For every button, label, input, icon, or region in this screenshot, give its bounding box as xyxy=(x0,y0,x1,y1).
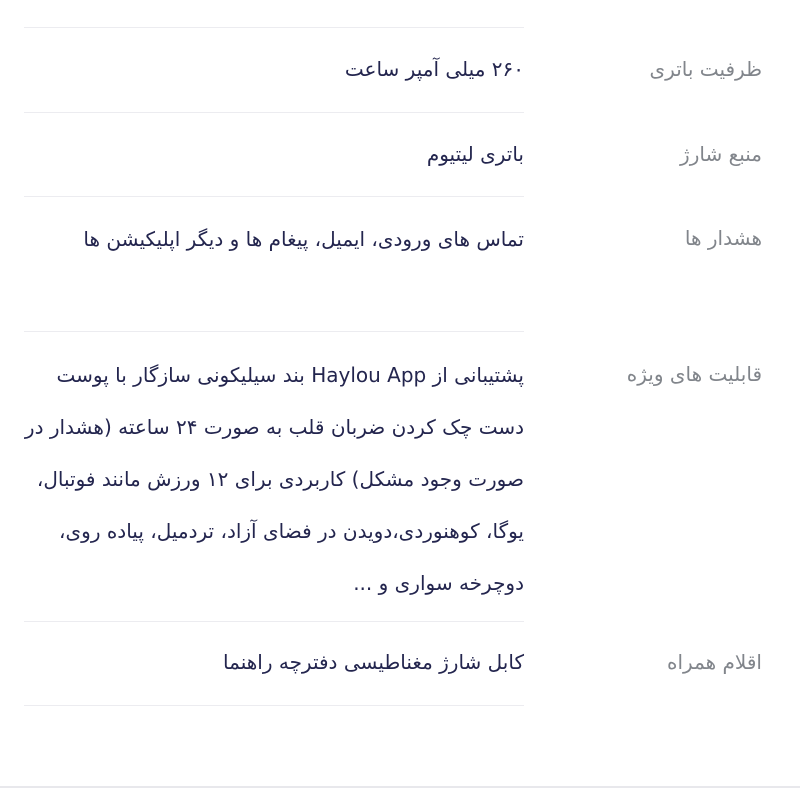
spec-value: تماس های ورودی، ایمیل، پیغام ها و دیگر اپلیکیشن ها xyxy=(83,227,524,251)
divider xyxy=(24,705,524,706)
section-bottom-border xyxy=(0,786,800,788)
spec-label: اقلام همراه xyxy=(667,650,762,674)
divider xyxy=(24,621,524,622)
spec-label: قابلیت های ویژه xyxy=(626,362,762,386)
divider xyxy=(24,331,524,332)
spec-label: هشدار ها xyxy=(684,226,762,250)
divider xyxy=(24,27,524,28)
spec-value: پشتیبانی از Haylou App بند سیلیکونی سازگار با پوست دست چک کردن ضربان قلب به صورت ۲۴ ساعته (هشدار در صورت وجود مشکل) کاربردی برای ۱۲ ورزش مانند فوتبال، یوگا، کوهنوردی،دویدن در فضای آزاد، تردمیل، پیاده روی، دوچرخه سواری و ... xyxy=(24,363,524,595)
divider xyxy=(24,196,524,197)
spec-value: کابل شارژ مغناطیسی دفترچه راهنما xyxy=(223,650,524,674)
spec-value: ۲۶۰ میلی آمپر ساعت xyxy=(344,57,524,81)
spec-label: ظرفیت باتری xyxy=(649,57,762,81)
divider xyxy=(24,112,524,113)
spec-value: باتری لیتیوم xyxy=(426,142,524,166)
spec-label: منبع شارژ xyxy=(680,142,762,166)
